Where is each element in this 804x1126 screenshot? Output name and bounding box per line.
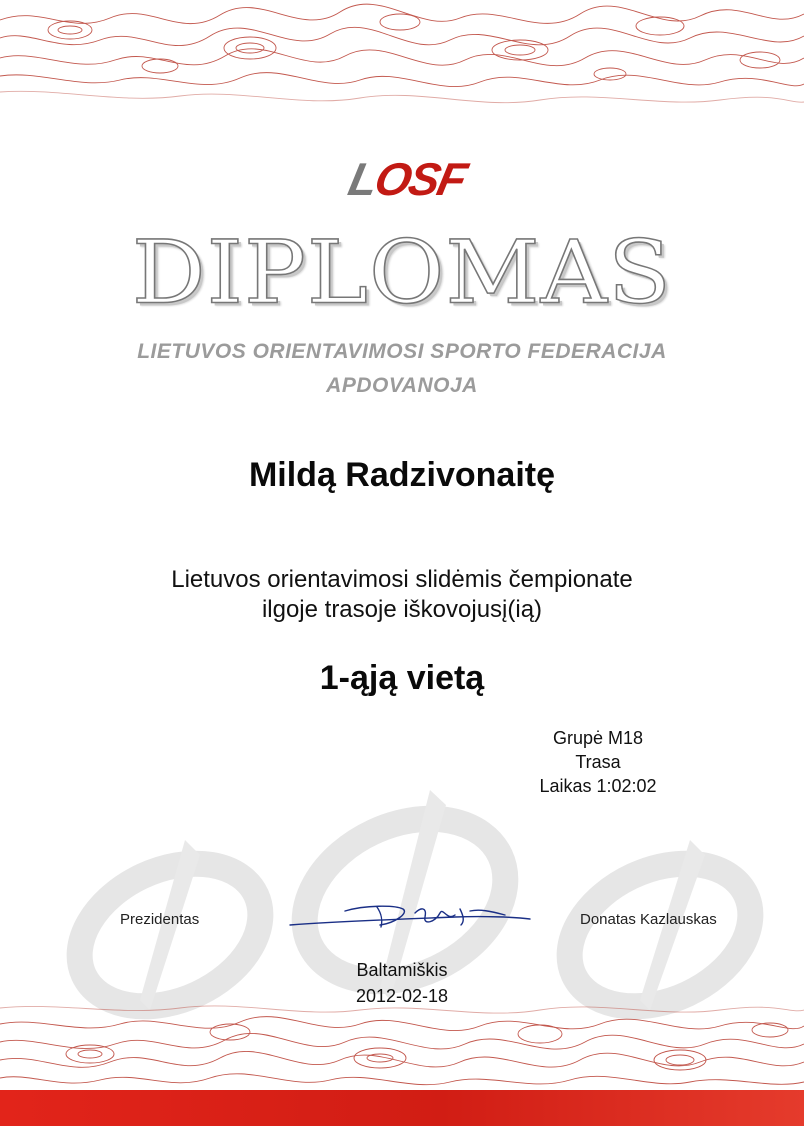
signatory-role: Prezidentas (120, 911, 200, 928)
time-detail: Laikas 1:02:02 (539, 776, 657, 796)
federation-name: LIETUVOS ORIENTAVIMOSI SPORTO FEDERACIJA (137, 340, 667, 363)
event-description-line-1: Lietuvos orientavimosi slidėmis čempionate (171, 566, 633, 593)
handwritten-signature (285, 895, 535, 935)
logo-letters-osf: OSF (370, 153, 470, 205)
group-detail: Grupė M18 (552, 728, 644, 748)
contour-pattern-top (0, 0, 804, 112)
location: Baltamiškis (356, 960, 448, 980)
course-detail: Trasa (575, 752, 621, 772)
losf-logo (322, 150, 492, 208)
logo-wordmark (316, 150, 498, 208)
placement: 1-ąją vietą (319, 659, 485, 697)
red-footer-band (0, 1090, 804, 1126)
issue-date: 2012-02-18 (355, 986, 449, 1006)
logo-letter-l: L (344, 153, 382, 205)
event-description-line-2: ilgoje trasoje iškovojusį(ią) (261, 596, 543, 623)
recipient-name: Mildą Radzivonaitę (248, 456, 556, 494)
contour-pattern-bottom (0, 998, 804, 1093)
awards-line: APDOVANOJA (326, 374, 478, 397)
signatory-name: Donatas Kazlauskas (580, 911, 717, 928)
diploma-title: DIPLOMAS (131, 221, 673, 324)
